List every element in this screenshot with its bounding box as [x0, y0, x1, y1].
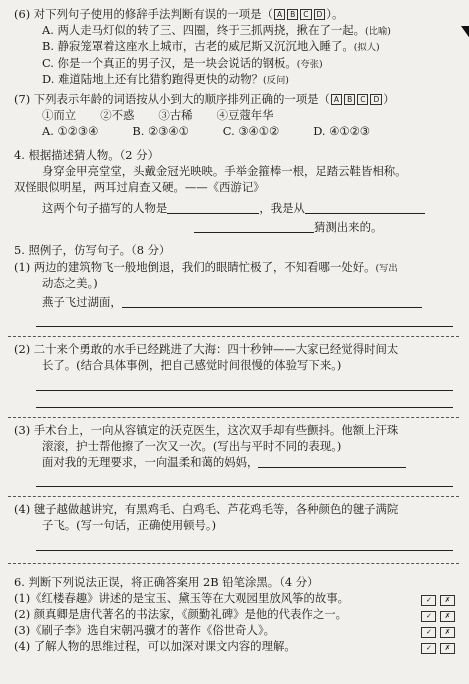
option-tag: D [314, 9, 326, 20]
q5-1-prompt: 燕子飞过湖面， [14, 294, 459, 310]
option-tag: C [357, 94, 368, 105]
q5-4-text: (4) 毽子越做越讲究，有黑鸡毛、白鸡毛、芦花鸡毛等，各种颜色的毽子满院 [14, 502, 399, 517]
option-tag: C [300, 9, 311, 20]
q7-option: C. ③④①② [222, 124, 280, 139]
section-4-question-end: 猜测出来的。 [14, 219, 459, 235]
q6-option: B. 静寂笼罩着这座水上城市，古老的威尼斯又沉沉地入睡了。(拟人) [42, 39, 380, 54]
check-box: ✓ [421, 595, 436, 606]
option-tag: A [274, 9, 285, 20]
q7-stem: (7) 下列表示年龄的词语按从小到大的顺序排列正确的一项是（ A B C D ） [14, 91, 395, 106]
section-4-title: 4. 根据描述猜人物。（2 分） [14, 147, 159, 162]
option-tag: B [344, 94, 355, 105]
option-tag: A [331, 94, 342, 105]
judge-item: (3)《刷子李》选自宋朝冯骥才的著作《俗世奇人》。 ✓ ✗ [14, 622, 459, 638]
section-6-title: 6. 判断下列说法正误，将正确答案用 2B 铅笔涂黑。（4 分） [14, 574, 319, 589]
answer-blank[interactable] [258, 455, 406, 468]
q7-options [14, 123, 459, 139]
q5-2-text: (2) 二十来个勇敢的水手已经跳进了大海：四十秒钟——大家已经觉得时间太 [14, 342, 399, 357]
check-box: ✓ [421, 627, 436, 638]
judge-item: (4) 了解人物的思维过程，可以加深对课文内容的理解。 ✓ ✗ [14, 638, 459, 654]
answer-blank[interactable] [122, 295, 422, 308]
q7-words: ①而立 ②不惑 ③古稀 ④豆蔻年华 [42, 108, 274, 123]
answer-line[interactable] [36, 310, 453, 327]
q6-stem: (6) 对下列句子使用的修辞手法判断有误的一项是（ A B C D ）。 [14, 7, 344, 21]
answer-blank[interactable] [167, 201, 259, 214]
divider [8, 336, 459, 337]
section-4-quote: 身穿金甲亮堂堂，头戴金冠光映映。手举金箍棒一根，足踏云鞋皆相称。 [42, 163, 407, 178]
answer-blank[interactable] [305, 201, 425, 214]
q5-3-text: 滚滚，护士帮他擦了一次又一次。(写出与平时不同的表现。) [42, 438, 342, 453]
answer-boxes[interactable] [421, 622, 455, 638]
option-tag: B [287, 9, 298, 20]
q5-3-text: (3) 手术台上，一向从容镇定的沃克医生，这次双手却有些颤抖。他额上汗珠 [14, 422, 399, 437]
answer-boxes[interactable] [421, 638, 455, 654]
divider [8, 563, 459, 564]
answer-line[interactable] [36, 470, 453, 487]
answer-blank[interactable] [194, 220, 314, 233]
page-corner-mark [461, 26, 469, 40]
q6-option: C. 你是一个真正的男子汉，是一块会说话的钢板。(夸张) [42, 55, 323, 70]
check-box: ✓ [421, 611, 436, 622]
cross-box: ✗ [440, 627, 455, 638]
q5-1-text: (1) 两边的建筑物飞一般地倒退，我们的眼睛忙极了，不知看哪一处好。(写出 [14, 259, 398, 274]
check-box: ✓ [421, 643, 436, 654]
q7-option: B. ②③④① [132, 124, 189, 139]
answer-boxes[interactable] [421, 606, 455, 622]
answer-boxes[interactable] [421, 590, 455, 606]
divider [8, 417, 459, 418]
section-4-quote: 双怪眼似明星，两耳过肩查又硬。——《西游记》 [14, 179, 265, 194]
q5-1-text: 动态之美。) [42, 275, 98, 290]
section-4-question: 这两个句子描写的人物是 ，我是从 [14, 200, 459, 216]
cross-box: ✗ [440, 643, 455, 654]
judge-item: (2) 颜真卿是唐代著名的书法家，《颜勤礼碑》是他的代表作之一。 ✓ ✗ [14, 606, 459, 622]
divider [8, 496, 459, 497]
answer-line[interactable] [36, 534, 453, 551]
cross-box: ✗ [440, 595, 455, 606]
q5-3-prompt: 面对我的无理要求，一向温柔和蔼的妈妈， [14, 454, 459, 470]
q6-option: A. 两人走马灯似的转了三、四圈，终于三抓两挠，揪在了一起。(比喻) [42, 23, 391, 38]
option-tag: D [370, 94, 382, 105]
q6-option: D. 难道陆地上还有比猎豹跑得更快的动物？(反问) [42, 71, 289, 86]
q7-option: D. ④①②③ [313, 124, 371, 139]
cross-box: ✗ [440, 611, 455, 622]
q5-2-text: 长了。(结合具体事例，把自己感觉时间很慢的体验写下来。) [42, 358, 342, 373]
judge-item: (1)《红楼春趣》讲述的是宝玉、黛玉等在大观园里放风筝的故事。 ✓ ✗ [14, 590, 459, 606]
q5-4-text: 子飞。(写一句话，正确使用顿号。) [42, 518, 217, 533]
answer-line[interactable] [36, 374, 453, 391]
answer-line[interactable] [36, 391, 453, 408]
q7-option: A. ①②③④ [42, 124, 99, 139]
section-5-title: 5. 照例子，仿写句子。（8 分） [14, 243, 171, 258]
